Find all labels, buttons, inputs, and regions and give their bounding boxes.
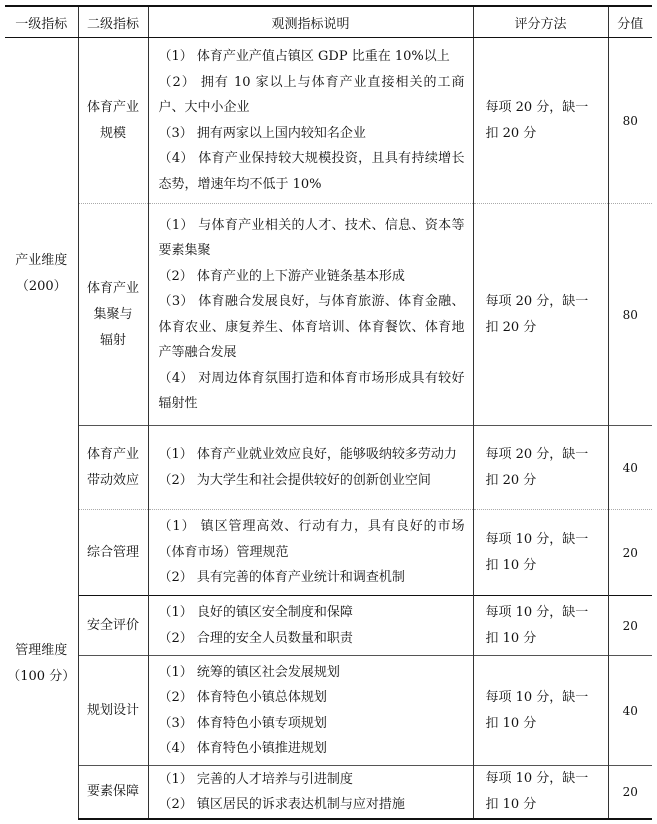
table-row [5,510,652,596]
description-item: （1） 与体育产业相关的人才、技术、信息、资本等要素集聚 [158,217,465,258]
table-row [5,766,652,820]
description-item: （1） 统筹的镇区社会发展规划 [158,664,340,680]
description-item: （2） 体育产业的上下游产业链条基本形成 [158,268,405,284]
description-item: （3） 拥有两家以上国内较知名企业 [158,125,366,141]
value-cell: 20 [608,510,652,596]
description-item: （3） 体育特色小镇专项规划 [158,715,327,731]
description-cell [148,656,473,766]
header-value: 分值 [608,6,652,38]
header-description: 观测指标说明 [148,6,473,38]
value-cell: 80 [608,204,652,426]
table-row [5,204,652,426]
value-cell: 20 [608,766,652,820]
subcategory-cell: 体育产业 规模 [78,38,148,204]
description-item: （3） 体育融合发展良好，与体育旅游、体育金融、体育农业、康复养生、体育培训、体育餐饮、体育地产等融合发展 [158,294,465,360]
table-header-row [5,6,652,38]
subcategory-cell: 体育产业 带动效应 [78,426,148,510]
subcategory-cell: 综合管理 [78,510,148,596]
subcategory-cell: 规划设计 [78,656,148,766]
scoring-cell: 每项 10 分，缺一扣 10 分 [473,656,608,766]
description-cell [148,204,473,426]
scoring-cell: 每项 20 分，缺一扣 20 分 [473,38,608,204]
value-cell: 20 [608,596,652,656]
value-cell: 40 [608,656,652,766]
header-scoring: 评分方法 [473,6,608,38]
description-item: （4） 体育产业保持较大规模投资，且具有持续增长态势，增速年均不低于 10% [158,151,465,192]
table-row [5,38,652,204]
description-item: （1） 镇区管理高效、行动有力，具有良好的市场（体育市场）管理规范 [158,519,465,560]
description-item: （2） 具有完善的体育产业统计和调查机制 [158,570,405,586]
description-item: （1） 良好的镇区安全制度和保障 [158,605,353,620]
category-cell [5,38,78,510]
description-cell [148,38,473,204]
header-level2: 二级指标 [78,6,148,38]
category-cell [5,510,78,820]
value-cell: 80 [608,38,652,204]
category-name: 管理维度 [15,643,68,659]
category-name: 产业维度 [15,252,68,268]
description-item: （2） 为大学生和社会提供较好的创新创业空间 [158,472,431,488]
description-item: （2） 合理的安全人员数量和职责 [158,630,353,646]
description-cell [148,766,473,820]
subcategory-cell: 安全评价 [78,596,148,656]
scoring-cell: 每项 10 分，缺一扣 10 分 [473,766,608,820]
table-row [5,656,652,766]
description-item: （1） 完善的人才培养与引进制度 [158,771,353,787]
description-item: （4） 对周边体育氛围打造和体育市场形成具有较好辐射性 [158,370,465,411]
description-cell [148,596,473,656]
category-score: （200） [15,278,67,294]
value-cell: 40 [608,426,652,510]
scoring-cell: 每项 20 分，缺一扣 20 分 [473,204,608,426]
description-item: （4） 体育特色小镇推进规划 [158,741,327,756]
description-item: （2） 拥有 10 家以上与体育产业直接相关的工商户、大中小企业 [158,74,465,115]
category-score: （100 分） [7,669,76,685]
subcategory-cell: 要素保障 [78,766,148,820]
header-level1: 一级指标 [5,6,78,38]
description-item: （2） 体育特色小镇总体规划 [158,690,327,705]
table-row [5,426,652,510]
description-cell [148,426,473,510]
scoring-cell: 每项 20 分，缺一扣 20 分 [473,426,608,510]
scoring-cell: 每项 10 分，缺一扣 10 分 [473,510,608,596]
subcategory-cell: 体育产业 集聚与 辐射 [78,204,148,426]
indicator-table [5,5,652,820]
description-item: （1） 体育产业产值占镇区 GDP 比重在 10%以上 [158,49,450,64]
description-cell [148,510,473,596]
scoring-cell: 每项 10 分，缺一扣 10 分 [473,596,608,656]
description-item: （2） 镇区居民的诉求表达机制与应对措施 [158,797,405,812]
table-row [5,596,652,656]
description-item: （1） 体育产业就业效应良好，能够吸纳较多劳动力 [158,447,457,462]
